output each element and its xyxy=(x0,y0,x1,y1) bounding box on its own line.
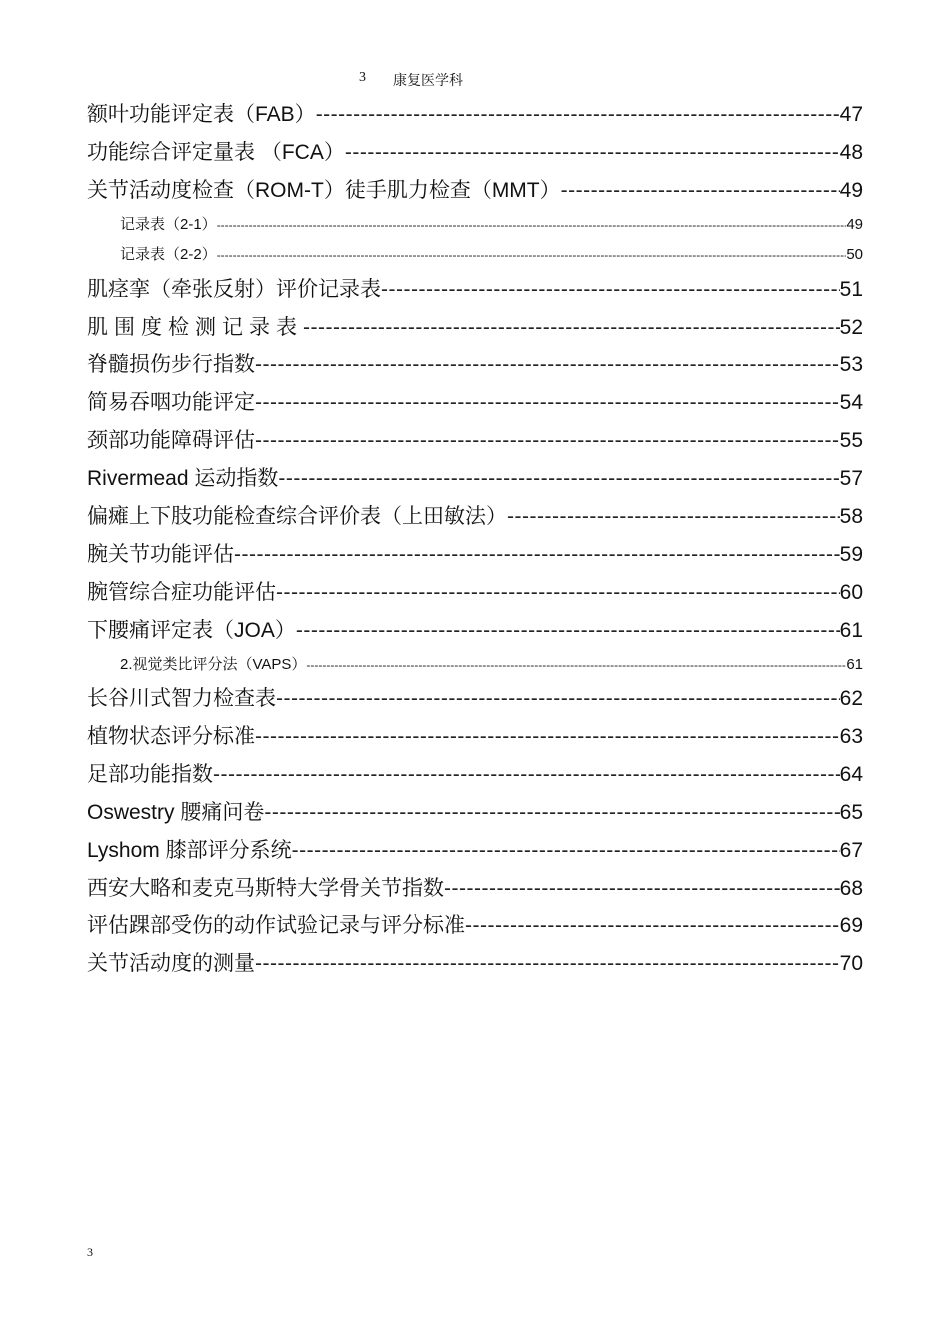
toc-leader xyxy=(444,870,840,908)
toc-leader xyxy=(296,612,840,650)
toc-entry[interactable] xyxy=(87,680,863,718)
toc-entry-page: 49 xyxy=(839,178,863,202)
toc-leader xyxy=(264,794,839,832)
toc-entry-label: 额叶功能评定表（FAB） xyxy=(87,103,316,126)
toc-subentry[interactable] xyxy=(87,210,863,241)
toc-entry-page: 68 xyxy=(839,876,863,900)
toc-entry[interactable] xyxy=(87,134,863,172)
toc-entry-page: 58 xyxy=(839,505,863,529)
toc-entry-page: 55 xyxy=(839,429,863,453)
toc-entry-label: 腕关节功能评估 xyxy=(87,542,234,566)
toc-entry-label: 记录表（2-2） xyxy=(120,246,217,264)
toc-subentry[interactable] xyxy=(87,240,863,271)
toc-entry-label: 简易吞咽功能评定 xyxy=(87,391,255,415)
toc-entry[interactable] xyxy=(87,96,863,134)
toc-leader xyxy=(316,96,840,134)
toc-entry-label: 肌痉挛（牵张反射）评价记录表 xyxy=(87,277,381,301)
toc-entry-page: 57 xyxy=(839,467,863,491)
toc-leader xyxy=(217,210,847,241)
page-footer-number: 3 xyxy=(87,1245,93,1259)
toc-entry[interactable] xyxy=(87,756,863,794)
toc-entry[interactable] xyxy=(87,945,863,983)
toc-entry-label: 关节活动度检查（ROM-T）徒手肌力检查（MMT） xyxy=(87,178,561,202)
table-of-contents xyxy=(87,96,863,983)
toc-entry-label: 颈部功能障碍评估 xyxy=(87,429,255,453)
toc-leader xyxy=(213,756,840,794)
toc-entry-label: Rivermead 运动指数 xyxy=(87,467,279,491)
toc-entry-label: 关节活动度的测量 xyxy=(87,952,255,976)
toc-entry-label: 下腰痛评定表（JOA） xyxy=(87,618,296,642)
toc-leader xyxy=(278,460,839,498)
toc-entry[interactable] xyxy=(87,612,863,650)
toc-leader xyxy=(255,346,840,384)
toc-leader xyxy=(255,384,840,422)
toc-leader xyxy=(255,945,840,983)
toc-entry[interactable] xyxy=(87,574,863,612)
toc-entry-label: 脊髓损伤步行指数 xyxy=(87,353,255,377)
header-title: 康复医学科 xyxy=(393,74,463,89)
toc-entry-page: 70 xyxy=(839,952,863,976)
toc-entry-label: 腕管综合症功能评估 xyxy=(87,580,276,604)
toc-entry-label: 2.视觉类比评分法（VAPS） xyxy=(120,655,307,673)
toc-entry-page: 62 xyxy=(839,687,863,711)
toc-entry-page: 65 xyxy=(839,800,863,824)
toc-entry[interactable] xyxy=(87,870,863,908)
toc-entry-label: 功能综合评定量表 （FCA） xyxy=(87,140,345,164)
toc-entry[interactable] xyxy=(87,172,863,210)
toc-entry[interactable] xyxy=(87,271,863,309)
toc-entry-page: 64 xyxy=(839,762,863,786)
toc-entry[interactable] xyxy=(87,346,863,384)
toc-entry-label: 植物状态评分标准 xyxy=(87,724,255,748)
toc-entry-label: Lyshom 膝部评分系统 xyxy=(87,838,292,862)
toc-entry-page: 52 xyxy=(839,315,863,339)
toc-leader xyxy=(292,832,840,870)
toc-entry-page: 59 xyxy=(839,542,863,566)
toc-entry[interactable] xyxy=(87,536,863,574)
toc-entry-page: 50 xyxy=(846,246,863,264)
toc-entry-page: 53 xyxy=(839,353,863,377)
toc-entry-page: 51 xyxy=(839,277,863,301)
toc-entry-label: Oswestry 腰痛问卷 xyxy=(87,800,265,824)
toc-leader xyxy=(345,134,840,172)
toc-leader xyxy=(303,309,840,347)
toc-entry[interactable] xyxy=(87,794,863,832)
toc-entry-label: 长谷川式智力检查表 xyxy=(87,687,276,711)
toc-subentry[interactable] xyxy=(87,650,863,681)
toc-leader xyxy=(561,172,840,210)
page-header xyxy=(0,70,950,90)
toc-entry-page: 61 xyxy=(846,655,863,673)
toc-entry[interactable] xyxy=(87,422,863,460)
toc-entry-page: 67 xyxy=(839,838,863,862)
toc-leader xyxy=(217,240,847,271)
toc-entry[interactable] xyxy=(87,907,863,945)
toc-leader xyxy=(381,271,840,309)
toc-entry-page: 69 xyxy=(839,914,863,938)
toc-leader xyxy=(255,422,840,460)
toc-entry[interactable] xyxy=(87,460,863,498)
toc-entry[interactable] xyxy=(87,498,863,536)
toc-leader xyxy=(465,907,840,945)
toc-entry-label: 评估踝部受伤的动作试验记录与评分标准 xyxy=(87,914,465,938)
toc-leader xyxy=(507,498,840,536)
toc-entry[interactable] xyxy=(87,832,863,870)
header-page-number: 3 xyxy=(359,70,366,85)
toc-entry-page: 49 xyxy=(846,215,863,233)
toc-entry-label: 西安大略和麦克马斯特大学骨关节指数 xyxy=(87,876,444,900)
toc-leader xyxy=(234,536,840,574)
toc-entry-page: 60 xyxy=(839,580,863,604)
toc-entry-label: 足部功能指数 xyxy=(87,762,213,786)
toc-entry-label: 偏瘫上下肢功能检查综合评价表（上田敏法） xyxy=(87,505,507,529)
toc-entry[interactable] xyxy=(87,384,863,422)
toc-entry-page: 63 xyxy=(839,724,863,748)
toc-entry-page: 47 xyxy=(839,103,863,126)
toc-leader xyxy=(276,680,840,718)
toc-entry-page: 61 xyxy=(839,618,863,642)
toc-leader xyxy=(306,650,846,681)
toc-leader xyxy=(255,718,840,756)
toc-entry-page: 48 xyxy=(839,140,863,164)
toc-entry[interactable] xyxy=(87,309,863,347)
toc-leader xyxy=(276,574,840,612)
toc-entry-label: 肌围度检测记录表 xyxy=(87,315,303,339)
toc-entry[interactable] xyxy=(87,718,863,756)
toc-entry-page: 54 xyxy=(839,391,863,415)
toc-entry-label: 记录表（2-1） xyxy=(120,215,217,233)
